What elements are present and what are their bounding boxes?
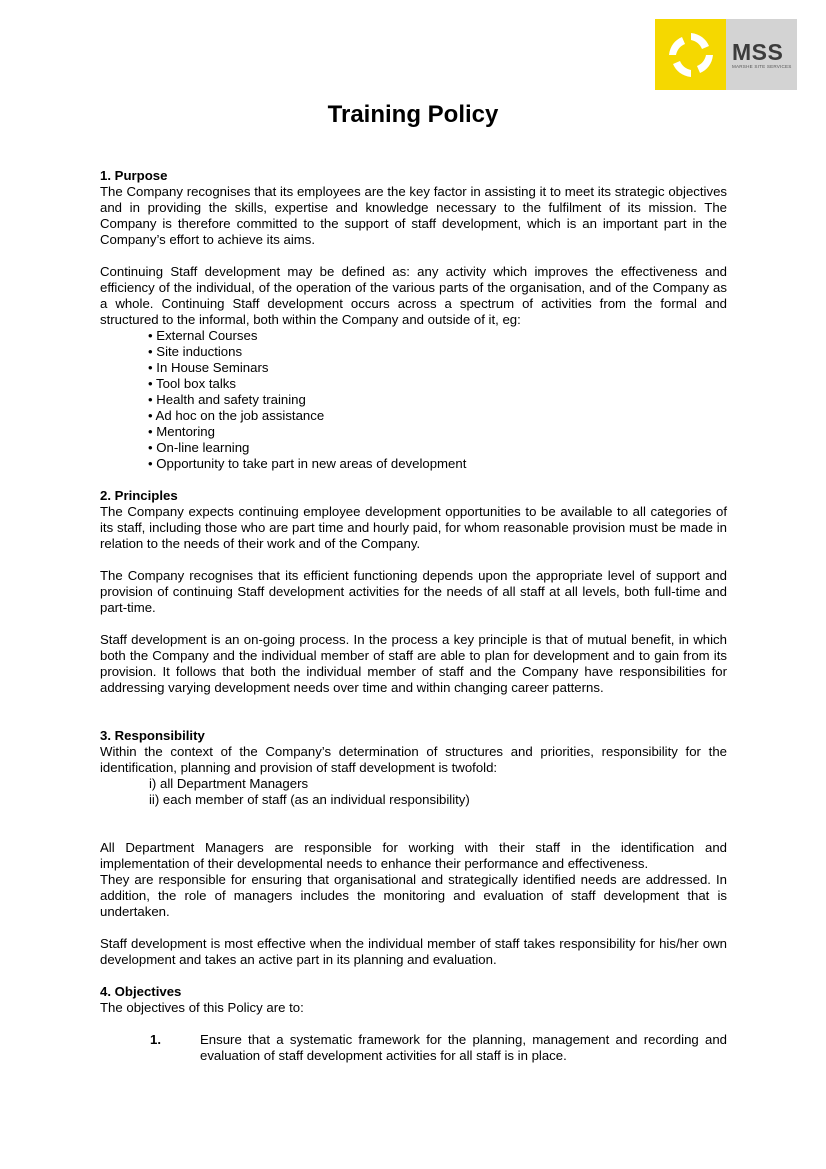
principles-paragraph-3: Staff development is an on-going process. In the process a key principle is that of mutual benefit, in which both the Company and the individual member of staff are able to plan for development and to gain from its provision. It follows that both the individual member of staff and the Company have responsibilities for addressing varying development needs over time and within changing career patterns.	[100, 632, 727, 695]
list-item: i) all Department Managers	[149, 776, 309, 791]
list-item: • Site inductions	[148, 344, 243, 359]
list-item: • External Courses	[148, 328, 258, 343]
responsibility-list	[100, 776, 727, 808]
section-heading-responsibility: 3. Responsibility	[100, 728, 205, 743]
logo-name: MSS	[732, 38, 784, 65]
objectives-intro: The objectives of this Policy are to:	[100, 1000, 304, 1015]
document-body	[100, 168, 727, 1064]
logo-swirl-icon	[666, 30, 716, 80]
principles-paragraph-2: The Company recognises that its efficient functioning depends upon the appropriate level of support and provision of continuing Staff development activities for the needs of all staff at all levels, both full-time and part-time.	[100, 568, 727, 615]
list-item: • Opportunity to take part in new areas of development	[148, 456, 467, 471]
list-item: • In House Seminars	[148, 360, 269, 375]
list-item: ii) each member of staff (as an individual responsibility)	[149, 792, 470, 807]
list-item: • On-line learning	[148, 440, 250, 455]
list-item: • Mentoring	[148, 424, 215, 439]
objective-number: 1.	[150, 1032, 161, 1047]
logo-text-block	[726, 19, 797, 90]
logo-emblem	[655, 19, 726, 90]
responsibility-paragraph-4: Staff development is most effective when the individual member of staff takes responsibility for his/her own development and takes an active part in its planning and evaluation.	[100, 936, 727, 967]
purpose-paragraph-2: Continuing Staff development may be defined as: any activity which improves the effectiveness and efficiency of the individual, of the operation of the various parts of the organisation, and of the Company as a whole. Continuing Staff development occurs across a spectrum of activities from the formal and structured to the informal, both within the Company and outside of it, eg:	[100, 264, 727, 327]
objective-text: Ensure that a systematic framework for the planning, management and recording and evaluation of staff development activities for all staff is in place.	[200, 1032, 727, 1063]
purpose-paragraph-1: The Company recognises that its employees are the key factor in assisting it to meet its strategic objectives and in providing the skills, expertise and knowledge necessary to the fulfilment of its mission. The Company is therefore committed to the support of staff development, which is an important part in the Company’s effort to achieve its aims.	[100, 184, 727, 247]
section-heading-objectives: 4. Objectives	[100, 984, 182, 999]
activities-bullet-list	[100, 328, 727, 472]
section-heading-principles: 2. Principles	[100, 488, 178, 503]
company-logo	[655, 19, 797, 90]
principles-paragraph-1: The Company expects continuing employee development opportunities to be available to all categories of its staff, including those who are part time and hourly paid, for whom reasonable provision must be made in relation to the needs of their work and of the Company.	[100, 504, 727, 551]
responsibility-paragraph-2: All Department Managers are responsible for working with their staff in the identification and implementation of their developmental needs to enhance their performance and effectiveness.	[100, 840, 727, 871]
page-title: Training Policy	[327, 101, 499, 128]
list-item: • Health and safety training	[148, 392, 306, 407]
list-item: • Ad hoc on the job assistance	[148, 408, 325, 423]
list-item: • Tool box talks	[148, 376, 236, 391]
section-heading-purpose: 1. Purpose	[100, 168, 168, 183]
responsibility-paragraph-1: Within the context of the Company’s determination of structures and priorities, responsibility for the identification, planning and provision of staff development is twofold:	[100, 744, 727, 775]
logo-subtitle: MARSHE SITE SERVICES	[732, 63, 792, 69]
responsibility-paragraph-3: They are responsible for ensuring that organisational and strategically identified needs are addressed. In addition, the role of managers includes the monitoring and evaluation of staff development that is undertaken.	[100, 872, 727, 919]
objectives-list-item	[100, 1032, 727, 1064]
